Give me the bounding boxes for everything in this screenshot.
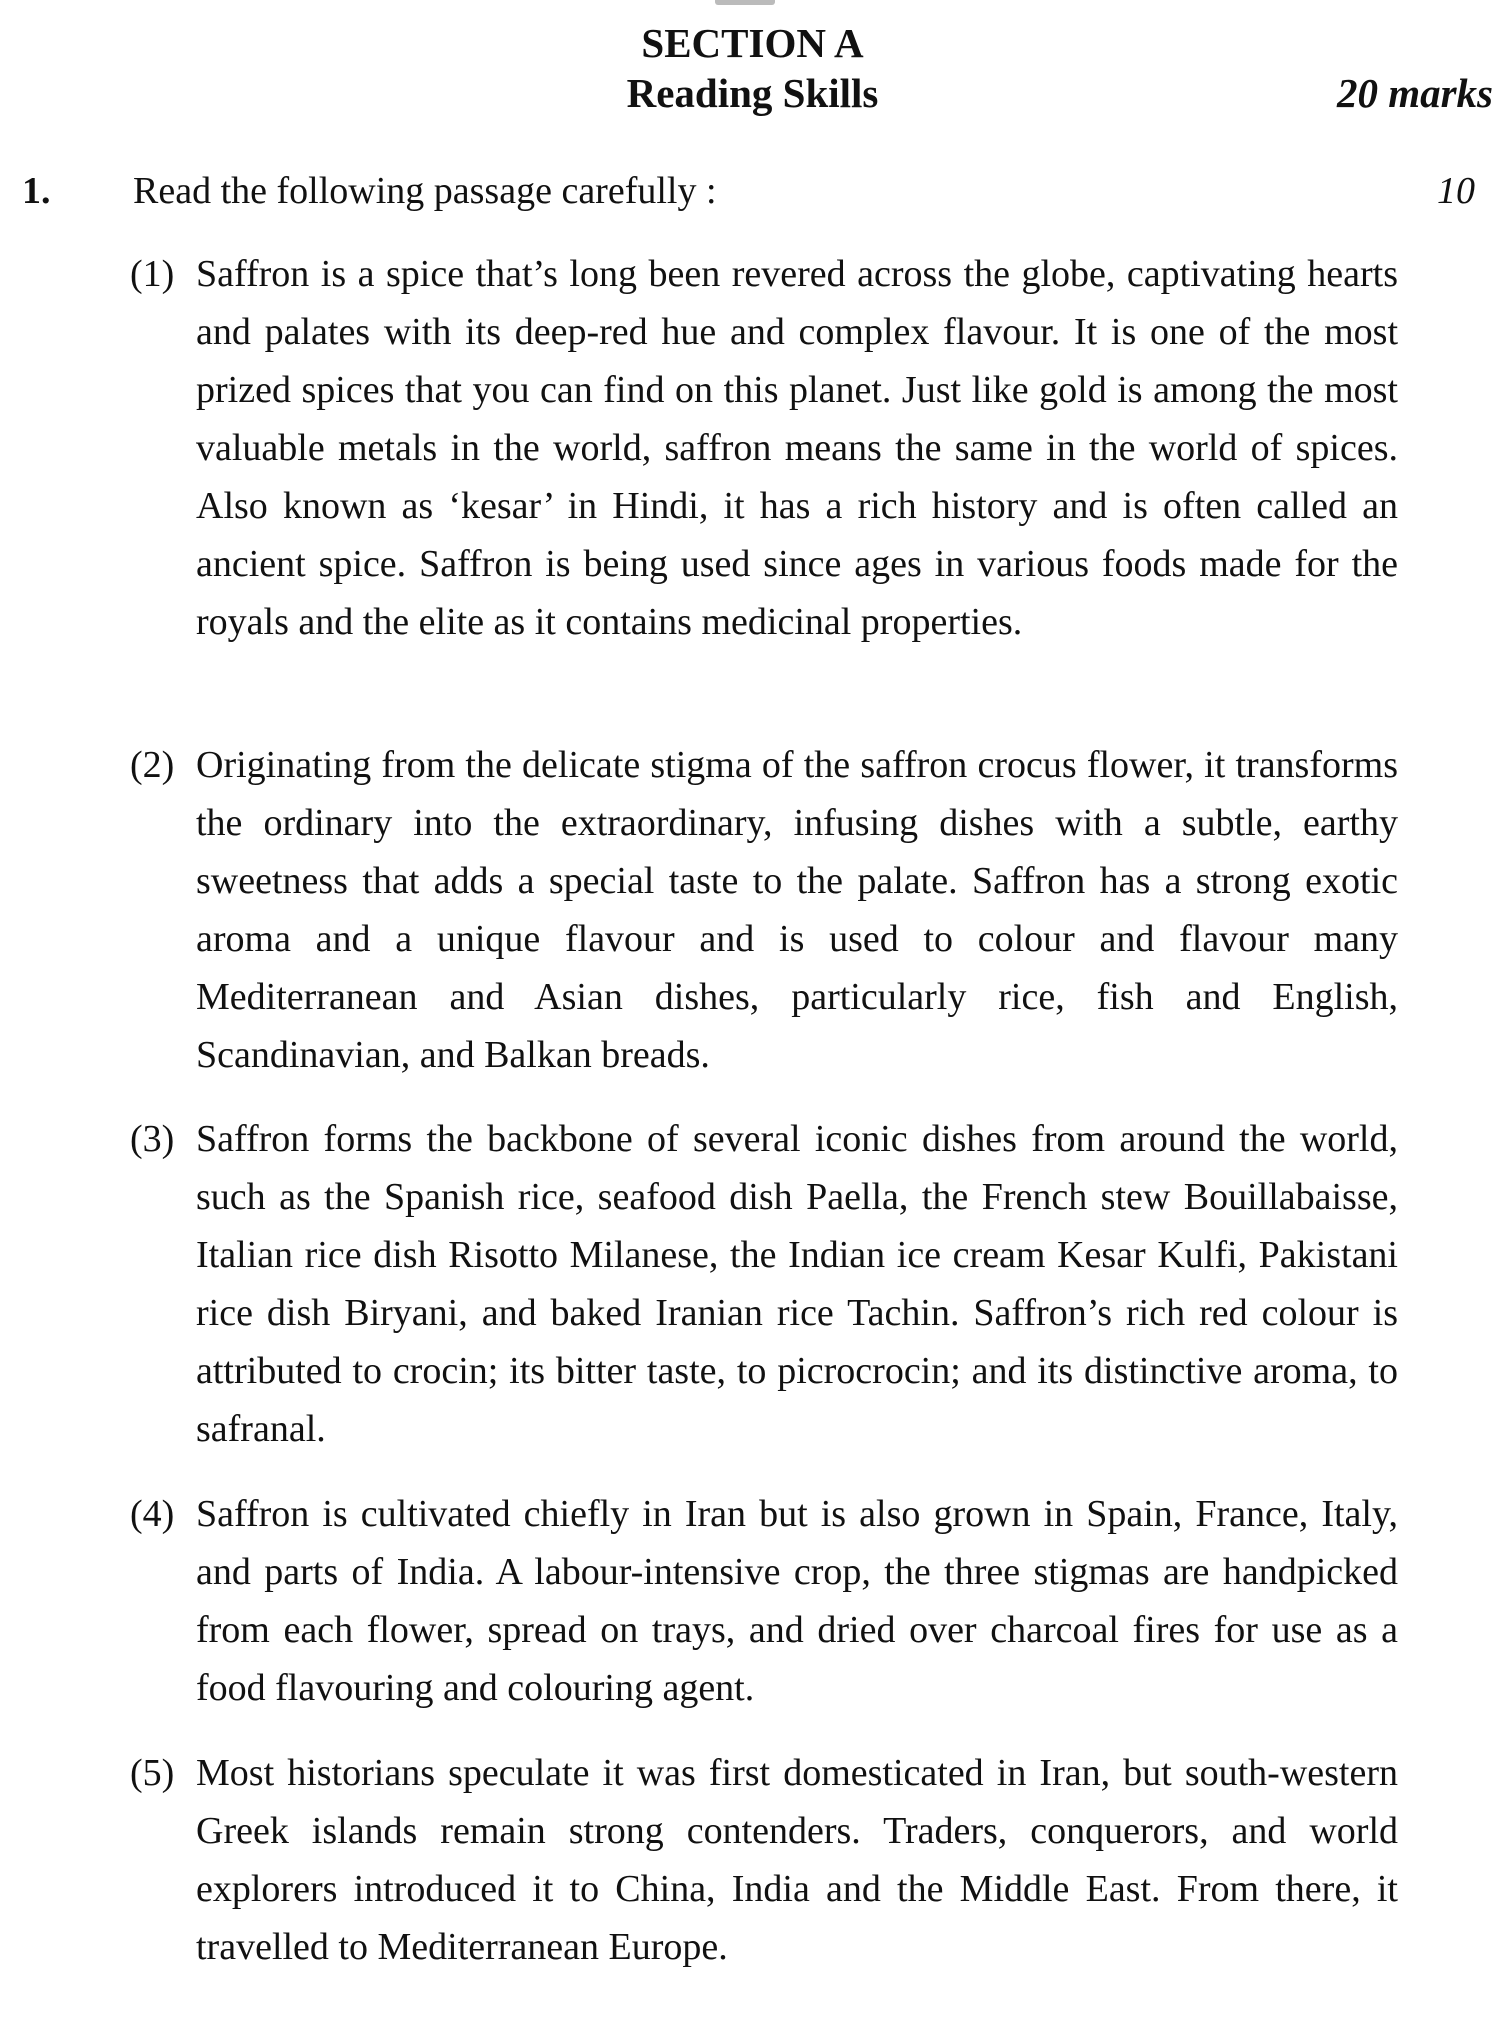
paragraph-text: Most historians speculate it was first domesticated in Iran, but south-western Greek islands remain strong contenders. Traders, conquerors, and world explorers introduced it to China, India and the Middle East. From there, it travelled to Mediterranean Europe. bbox=[196, 1752, 1398, 1968]
question-number: 1. bbox=[22, 170, 51, 212]
paragraph-text: Saffron is a spice that’s long been revered across the globe, captivating hearts and palates with its deep-red hue and complex flavour. It is one of the most prized spices that you can find on this planet. Just like gold is among the most valuable metals in the world, saffron means the same in the world of spices. Also known as ‘kesar’ in Hindi, it has a rich history and is often called an ancient spice. Saffron is being used since ages in various foods made for the royals and the elite as it contains medicinal properties. bbox=[196, 253, 1398, 643]
passage-paragraph bbox=[130, 245, 1398, 651]
paragraph-number: (1) bbox=[130, 253, 175, 295]
section-marks: 20 marks bbox=[1336, 70, 1493, 116]
passage-paragraph bbox=[130, 1744, 1398, 1976]
paragraph-text: Saffron is cultivated chiefly in Iran but is also grown in Spain, France, Italy, and parts of India. A labour-intensive crop, the three stigmas are handpicked from each flower, spread on trays, and dried over charcoal fires for use as a food flavouring and colouring agent. bbox=[196, 1493, 1398, 1709]
paragraph-number: (5) bbox=[130, 1752, 175, 1794]
question-marks: 10 bbox=[1437, 170, 1475, 212]
passage-paragraph bbox=[130, 1485, 1398, 1717]
question-stem: Read the following passage carefully : bbox=[133, 170, 717, 212]
passage-paragraph bbox=[130, 1110, 1398, 1458]
passage-paragraph bbox=[130, 736, 1398, 1084]
paragraph-text: Originating from the delicate stigma of the saffron crocus flower, it transforms the ordinary into the extraordinary, infusing dishes with a subtle, earthy sweetness that adds a special taste to the palate. Saffron has a strong exotic aroma and a unique flavour and is used to colour and flavour many Mediterranean and Asian dishes, particularly rice, fish and English, Scandinavian, and Balkan breads. bbox=[196, 744, 1398, 1076]
paragraph-number: (3) bbox=[130, 1118, 175, 1160]
section-title: SECTION A bbox=[641, 20, 864, 66]
paragraph-number: (2) bbox=[130, 744, 175, 786]
paragraph-number: (4) bbox=[130, 1493, 175, 1535]
section-subtitle: Reading Skills bbox=[626, 70, 879, 116]
paragraph-text: Saffron forms the backbone of several iconic dishes from around the world, such as the Spanish rice, seafood dish Paella, the French stew Bouillabaisse, Italian rice dish Risotto Milanese, the Indian ice cream Kesar Kulfi, Pakistani rice dish Biryani, and baked Iranian rice Tachin. Saffron’s rich red colour is attributed to crocin; its bitter taste, to picrocrocin; and its distinctive aroma, to safranal. bbox=[196, 1118, 1398, 1450]
header-smudge bbox=[715, 0, 775, 5]
